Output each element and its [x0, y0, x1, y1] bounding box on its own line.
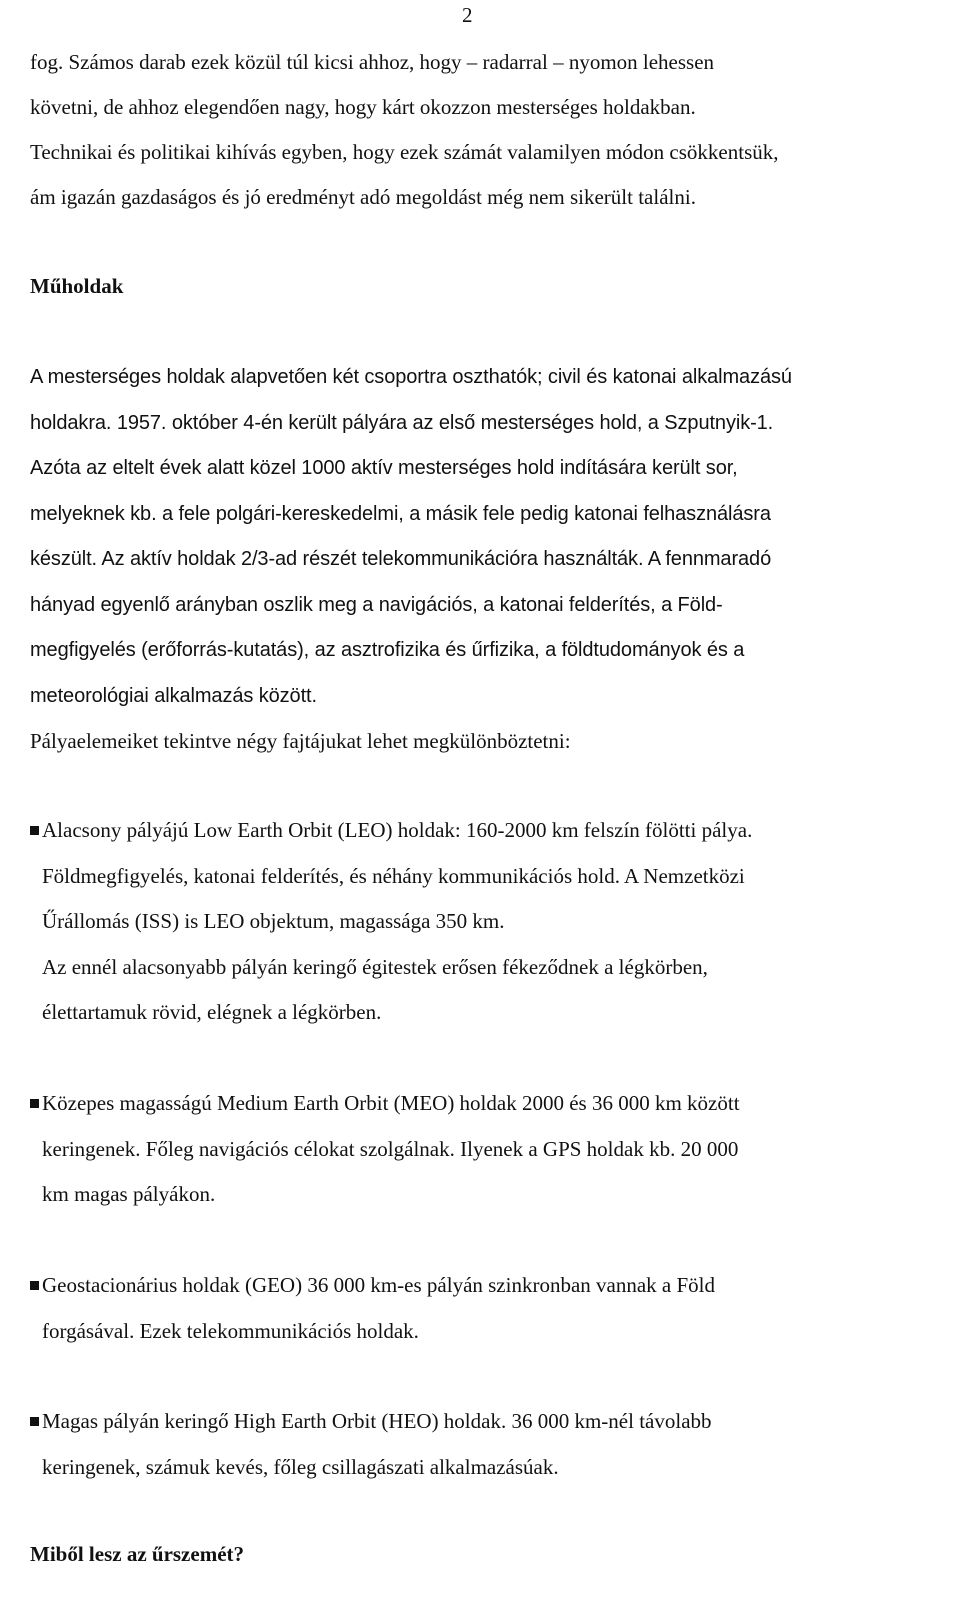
list-item-line: keringenek, számuk kevés, főleg csillagászati alkalmazásúak. — [42, 1454, 559, 1479]
text-line: megfigyelés (erőforrás-kutatás), az asztrofizika és űrfizika, a földtudományok és a — [30, 639, 745, 661]
intro-paragraph — [30, 40, 950, 220]
square-bullet-icon — [30, 1281, 39, 1290]
text-line: Azóta az eltelt évek alatt közel 1000 aktív mesterséges hold indítására került sor, — [30, 457, 738, 479]
text-line: ám igazán gazdaságos és jó eredményt adó megoldást még nem sikerült találni. — [30, 185, 696, 209]
text-line: követni, de ahhoz elegendően nagy, hogy kárt okozzon mesterséges holdakban. — [30, 95, 696, 119]
text-line: holdakra. 1957. október 4-én került pályára az első mesterséges hold, a Szputnyik-1. — [30, 411, 774, 434]
text-line: Pályaelemeiket tekintve négy fajtájukat lehet megkülönböztetni: — [30, 729, 571, 753]
list-item — [30, 1263, 950, 1354]
list-item — [30, 1399, 950, 1490]
section-heading-urszemet: Miből lesz az űrszemét? — [30, 1542, 245, 1566]
square-bullet-icon — [30, 826, 39, 835]
text-line: melyeknek kb. a fele polgári-kereskedelmi, a másik fele pedig katonai felhasználásra — [30, 502, 771, 525]
page-number: 2 — [462, 3, 473, 27]
list-item — [30, 808, 950, 1036]
list-item-line: Közepes magasságú Medium Earth Orbit (MEO) holdak 2000 és 36 000 km között — [42, 1091, 740, 1115]
list-item-line: Magas pályán keringő High Earth Orbit (HEO) holdak. 36 000 km-nél távolabb — [42, 1409, 712, 1433]
list-item — [30, 1081, 950, 1218]
text-line: készült. Az aktív holdak 2/3-ad részét telekommunikációra használták. A fennmaradó — [30, 548, 772, 570]
section-heading-muholdak: Műholdak — [30, 274, 124, 298]
list-item-line: km magas pályákon. — [42, 1182, 216, 1206]
text-line: Technikai és politikai kihívás egyben, hogy ezek számát valamilyen módon csökkentsük, — [30, 140, 779, 164]
square-bullet-icon — [30, 1099, 39, 1108]
list-item-line: keringenek. Főleg navigációs célokat szolgálnak. Ilyenek a GPS holdak kb. 20 000 — [42, 1136, 739, 1161]
list-item-line: Geostacionárius holdak (GEO) 36 000 km-es pályán szinkronban vannak a Föld — [42, 1273, 716, 1297]
text-line: hányad egyenlő arányban oszlik meg a navigációs, a katonai felderítés, a Föld- — [30, 593, 723, 616]
satellites-paragraph — [30, 355, 950, 765]
list-item-line: forgásával. Ezek telekommunikációs holdak. — [42, 1318, 419, 1343]
text-line: fog. Számos darab ezek közül túl kicsi ahhoz, hogy – radarral – nyomon lehessen — [30, 50, 715, 74]
text-line: meteorológiai alkalmazás között. — [30, 684, 317, 707]
list-item-line: Alacsony pályájú Low Earth Orbit (LEO) holdak: 160-2000 km felszín fölötti pálya. — [42, 818, 753, 842]
list-item-line: Űrállomás (ISS) is LEO objektum, magassága 350 km. — [42, 909, 505, 933]
text-line: A mesterséges holdak alapvetően két csoportra oszthatók; civil és katonai alkalmazású — [30, 366, 792, 388]
list-item-line: élettartamuk rövid, elégnek a légkörben. — [42, 1000, 382, 1024]
list-item-line: Földmegfigyelés, katonai felderítés, és néhány kommunikációs hold. A Nemzetközi — [42, 863, 745, 888]
square-bullet-icon — [30, 1417, 39, 1426]
list-item-line: Az ennél alacsonyabb pályán keringő égitestek erősen fékeződnek a légkörben, — [42, 954, 708, 979]
